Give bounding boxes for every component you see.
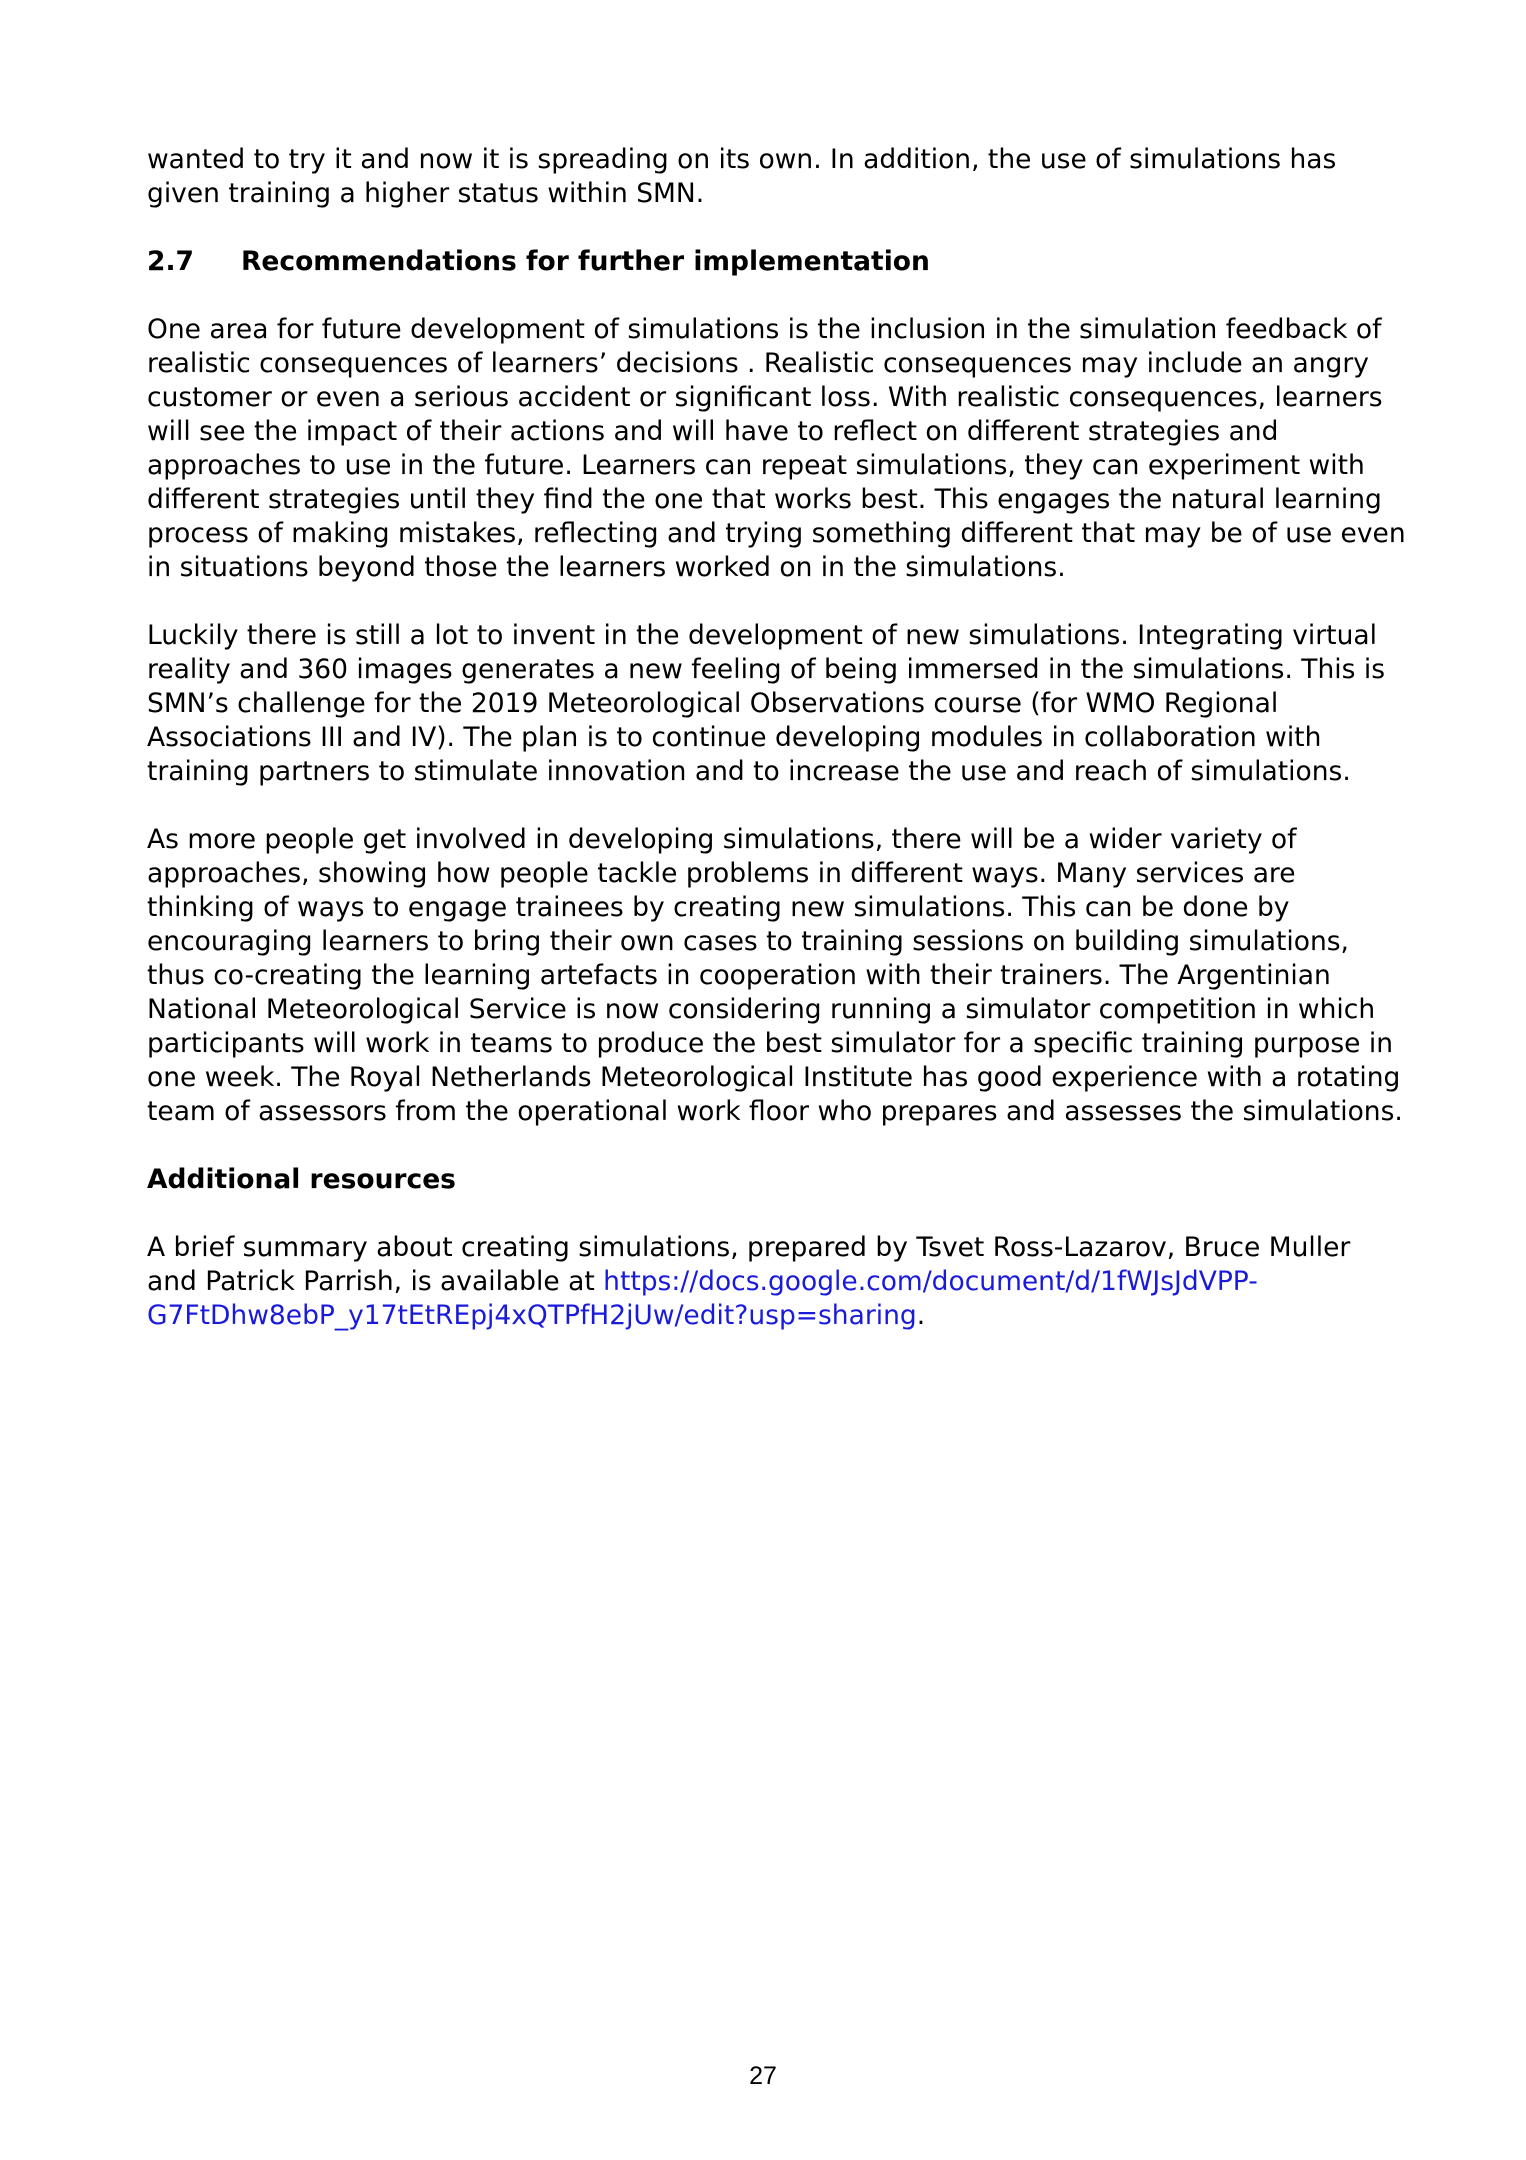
page-content bbox=[147, 143, 1407, 1367]
section-number: 2.7 bbox=[147, 246, 194, 277]
resources-heading: Additional resources bbox=[147, 1164, 456, 1195]
resources-period: . bbox=[916, 1300, 926, 1331]
paragraph-wider-variety: As more people get involved in developing simulations, there will be a wider variety of approaches, showing how people tackle problems in different ways. Many services are thinking of ways to engage trainees by creating new simulations. This can be done by encouraging learners to bring their own cases to training sessions on building simulations, thus co-creating the learning artefacts in cooperation with their trainers. The Argentinian National Meteorological Service is now considering running a simulator competition in which participants will work in teams to produce the best simulator for a specific training purpose in one week. The Royal Netherlands Meteorological Institute has good experience with a rotating team of assessors from the operational work floor who prepares and assesses the simulations. bbox=[147, 824, 1403, 1127]
paragraph-virtual-reality: Luckily there is still a lot to invent in the development of new simulations. Integrating virtual reality and 360 images generates a new feeling of being immersed in the simulations. This is SMN’s challenge for the 2019 Meteorological Observations course (for WMO Regional Associations III and IV). The plan is to continue developing modules in collaboration with training partners to stimulate innovation and to increase the use and reach of simulations. bbox=[147, 620, 1386, 787]
link-part-1[interactable]: https://docs.google.com/document/d/1fWJsJdVPP- bbox=[603, 1266, 1258, 1297]
resources-paragraph bbox=[147, 1231, 1407, 1333]
paragraph-future-development: One area for future development of simulations is the inclusion in the simulation feedback of realistic consequences of learners’ decisions . Realistic consequences may include an angry customer or even a serious accident or significant loss. With realistic consequences, learners will see the impact of their actions and will have to reflect on different strategies and approaches to use in the future. Learners can repeat simulations, they can experiment with different strategies until they find the one that works best. This engages the natural learning process of making mistakes, reflecting and trying something different that may be of use even in situations beyond those the learners worked on in the simulations. bbox=[147, 314, 1406, 583]
continuation-paragraph: wanted to try it and now it is spreading on its own. In addition, the use of simulations has given training a higher status within SMN. bbox=[147, 144, 1337, 209]
page-number: 27 bbox=[749, 2062, 777, 2090]
section-title: Recommendations for further implementation bbox=[241, 246, 930, 277]
section-heading bbox=[147, 245, 1407, 279]
link-part-2[interactable]: G7FtDhw8ebP_y17tEtREpj4xQTPfH2jUw/edit?usp=sharing bbox=[147, 1300, 917, 1331]
resources-text: A brief summary about creating simulations, prepared by Tsvet Ross-Lazarov, Bruce Muller and Patrick Parrish, is available at bbox=[147, 1232, 1351, 1297]
